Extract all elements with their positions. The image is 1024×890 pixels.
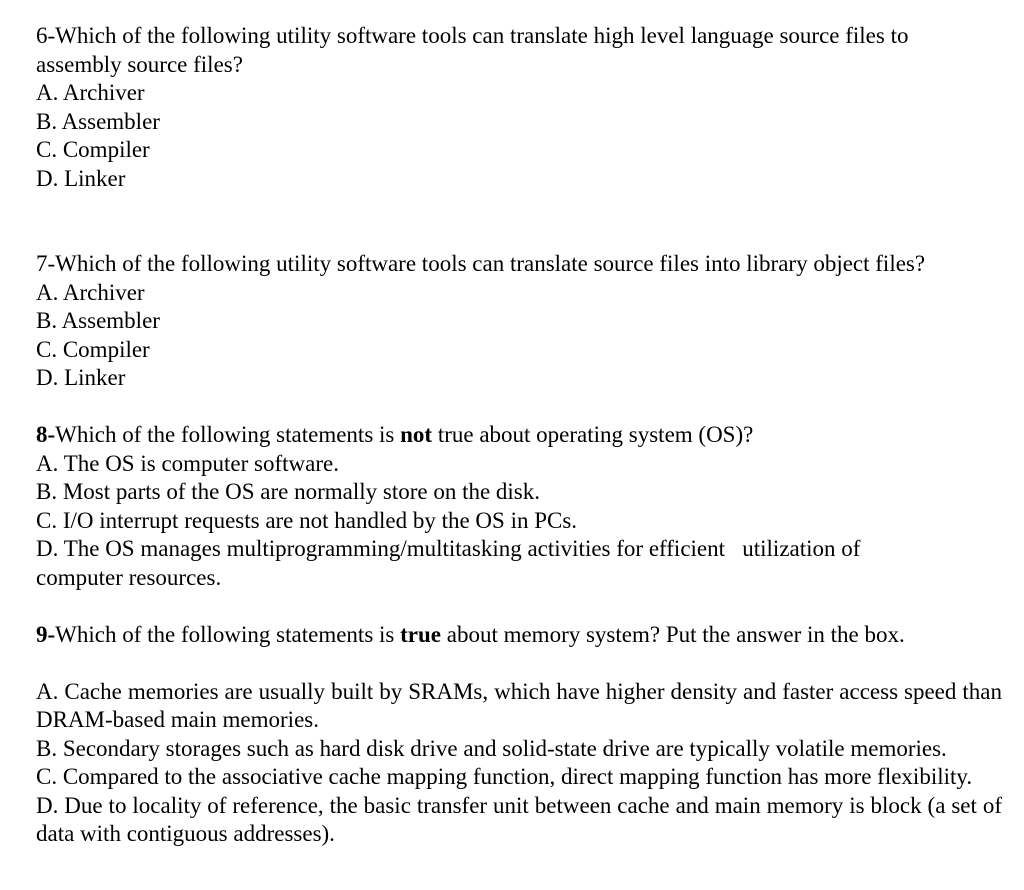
question-8-stem-post: true about operating system (OS)? bbox=[432, 422, 754, 447]
question-9-number: 9- bbox=[36, 621, 56, 647]
question-9-option-b: B. Secondary storages such as hard disk drive and solid-state drive are typically volatile memories. bbox=[36, 735, 947, 761]
spacer bbox=[36, 393, 1002, 422]
question-8-option-b: B. Most parts of the OS are normally store on the disk. bbox=[36, 479, 541, 504]
question-9-option-c: C. Compared to the associative cache mapping function, direct mapping function has more flexibility. bbox=[36, 764, 973, 789]
question-7 bbox=[36, 250, 1002, 393]
question-6-stem-line1: 6-Which of the following utility software tools can translate high level language source files to bbox=[36, 23, 909, 48]
question-8-stem-emphasis: not bbox=[400, 422, 433, 447]
question-8-option-d-line1: D. The OS manages multiprogramming/multitasking activities for efficient utilization of bbox=[36, 536, 861, 561]
question-9-stem bbox=[36, 621, 1002, 650]
question-9-option-a: A. Cache memories are usually built by SRAMs, which have higher density and faster access speed than DRAM-based main memories. bbox=[36, 678, 1002, 732]
question-8-option-a: A. The OS is computer software. bbox=[36, 450, 339, 476]
spacer bbox=[36, 193, 1002, 250]
spacer bbox=[36, 592, 1002, 621]
question-6-option-a: A. Archiver bbox=[36, 80, 145, 105]
question-8-option-c: C. I/O interrupt requests are not handled by the OS in PCs. bbox=[36, 507, 578, 533]
question-9-stem-pre: Which of the following statements is bbox=[55, 621, 401, 647]
question-8 bbox=[36, 421, 1002, 592]
question-8-stem-pre: Which of the following statements is bbox=[55, 422, 401, 447]
question-7-option-c: C. Compiler bbox=[36, 336, 150, 362]
question-8-stem bbox=[36, 421, 1002, 450]
question-6-option-c: C. Compiler bbox=[36, 137, 150, 162]
question-6-option-b: B. Assembler bbox=[36, 108, 160, 134]
question-6-option-d: D. Linker bbox=[36, 165, 126, 191]
question-8-number: 8- bbox=[36, 422, 56, 447]
question-9 bbox=[36, 621, 1002, 849]
question-7-option-d: D. Linker bbox=[36, 365, 126, 390]
exam-page bbox=[36, 22, 1002, 849]
question-7-stem: 7-Which of the following utility software tools can translate source files into library object files? bbox=[36, 251, 926, 276]
question-7-option-b: B. Assembler bbox=[36, 308, 160, 333]
question-6-stem-line2: assembly source files? bbox=[36, 51, 243, 77]
question-7-option-a: A. Archiver bbox=[36, 279, 145, 305]
question-8-option-d-line2: computer resources. bbox=[36, 564, 222, 590]
question-6 bbox=[36, 22, 1002, 193]
question-9-option-d: D. Due to locality of reference, the basic transfer unit between cache and main memory is block (a set of data with contiguous addresses). bbox=[36, 792, 1002, 846]
question-9-stem-emphasis: true bbox=[400, 621, 441, 647]
spacer bbox=[36, 649, 1002, 678]
question-9-stem-post: about memory system? Put the answer in the box. bbox=[440, 621, 905, 647]
